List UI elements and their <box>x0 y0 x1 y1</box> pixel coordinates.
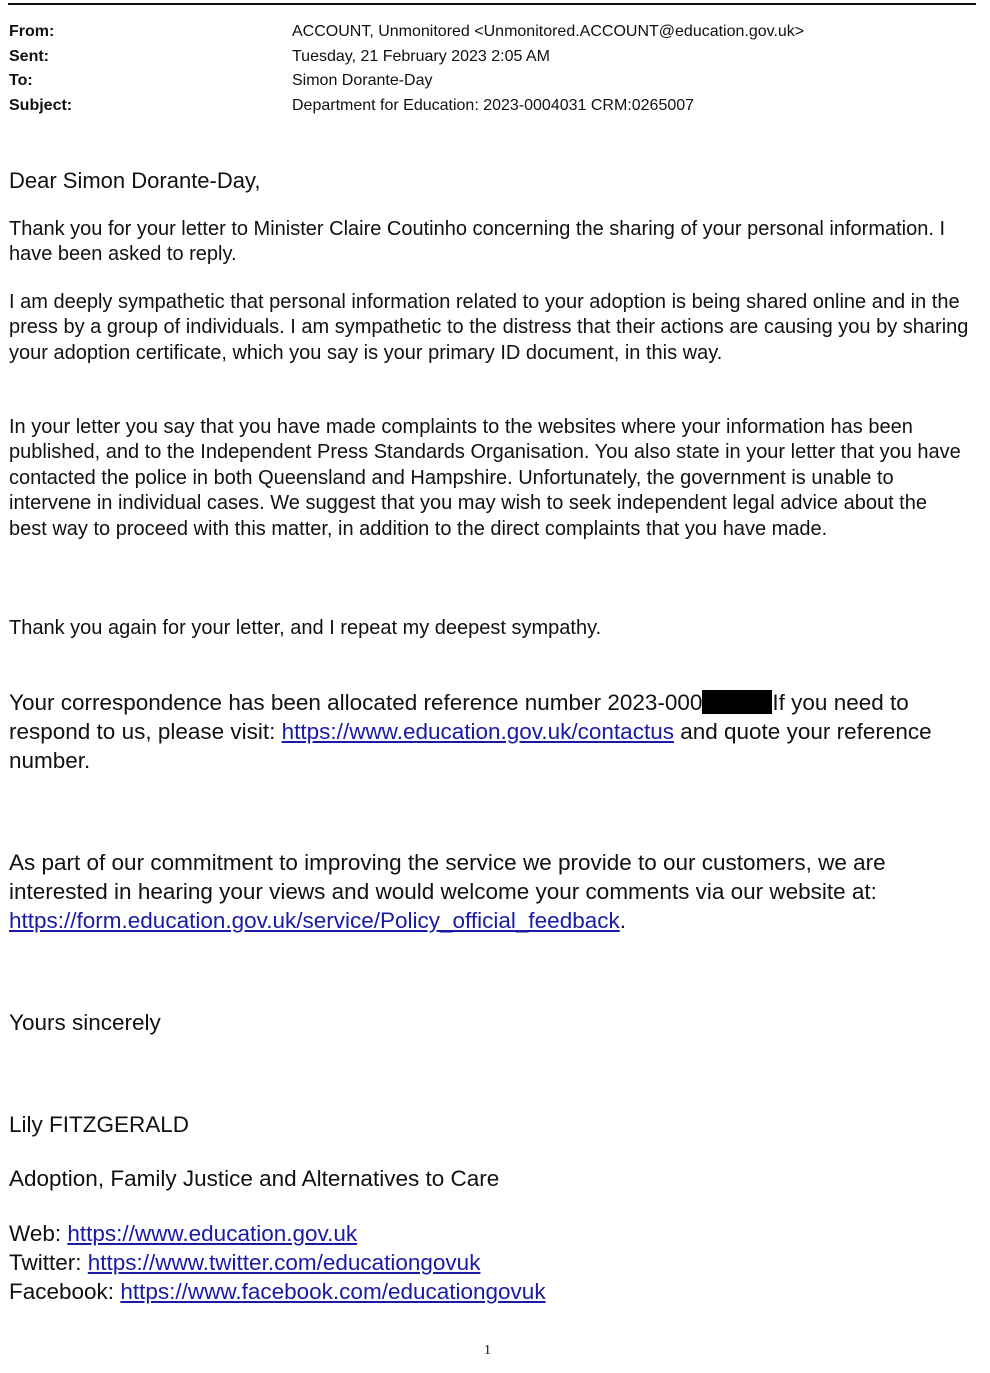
to-label: To: <box>9 72 33 89</box>
twitter-link[interactable]: https://www.twitter.com/educationgovuk <box>87 1250 481 1275</box>
subject-label: Subject: <box>9 96 73 114</box>
to-value: Simon Dorante-Day <box>292 72 433 89</box>
feedback-text: As part of our commitment to improving the service we provide to our customers, we are interested in hearing your views and would welcome your comments via our website at: <box>9 850 886 904</box>
web-link[interactable]: https://www.education.gov.uk <box>67 1221 358 1246</box>
web-label: Web: <box>9 1221 68 1246</box>
facebook-line <box>9 1277 974 1306</box>
redaction-block <box>702 690 772 714</box>
reference-text: Your correspondence has been allocated reference number 2023-000 <box>9 690 703 715</box>
feedback-end: . <box>619 908 627 933</box>
sent-value: Tuesday, 21 February 2023 2:05 AM <box>292 47 550 65</box>
reference-paragraph <box>9 688 974 775</box>
subject-value: Department for Education: 2023-0004031 CRM:0265007 <box>292 96 695 114</box>
closing: Yours sincerely <box>9 1010 161 1035</box>
page-number: 1 <box>484 1343 491 1358</box>
top-rule <box>8 3 976 5</box>
contactus-link[interactable]: https://www.education.gov.uk/contactus <box>281 719 674 744</box>
signature-team: Adoption, Family Justice and Alternatives to Care <box>9 1166 500 1191</box>
subject-row <box>9 94 969 119</box>
paragraph-3: In your letter you say that you have made complaints to the websites where your information has been published, and to the Independent Press Standards Organisation. You also state in your letter that you have contacted the police in both Queensland and Hampshire. Unfortunately, the government is unable to intervene in individual cases. We suggest that you may wish to seek independent legal advice about the best way to proceed with this matter, in addition to the direct complaints that you have made. <box>9 416 961 540</box>
sent-label: Sent: <box>9 47 49 65</box>
feedback-paragraph <box>9 848 974 935</box>
signature-name: Lily FITZGERALD <box>9 1112 190 1137</box>
facebook-label: Facebook: <box>9 1279 121 1304</box>
paragraph-4: Thank you again for your letter, and I repeat my deepest sympathy. <box>9 617 602 639</box>
reference-end-text: and quote your reference number. <box>9 719 932 773</box>
reference-respond-text: If you need to respond to us, please visit: <box>9 690 909 744</box>
from-label: From: <box>9 23 55 40</box>
from-row <box>9 20 969 45</box>
sent-row <box>9 45 969 70</box>
paragraph-1: Thank you for your letter to Minister Claire Coutinho concerning the sharing of your personal information. I have been asked to reply. <box>9 218 946 266</box>
greeting: Dear Simon Dorante-Day, <box>9 168 261 193</box>
twitter-line <box>9 1248 974 1277</box>
to-row <box>9 69 969 94</box>
from-value: ACCOUNT, Unmonitored <Unmonitored.ACCOUNT@education.gov.uk> <box>292 23 805 40</box>
email-header <box>9 20 969 118</box>
paragraph-2: I am deeply sympathetic that personal information related to your adoption is being shared online and in the press by a group of individuals. I am sympathetic to the distress that their actions are causing you by sharing your adoption certificate, which you say is your primary ID document, in this way. <box>9 291 969 364</box>
twitter-label: Twitter: <box>9 1250 88 1275</box>
facebook-link[interactable]: https://www.facebook.com/educationgovuk <box>120 1279 546 1304</box>
feedback-link[interactable]: https://form.education.gov.uk/service/Policy_official_feedback <box>9 908 620 933</box>
web-line <box>9 1219 974 1248</box>
